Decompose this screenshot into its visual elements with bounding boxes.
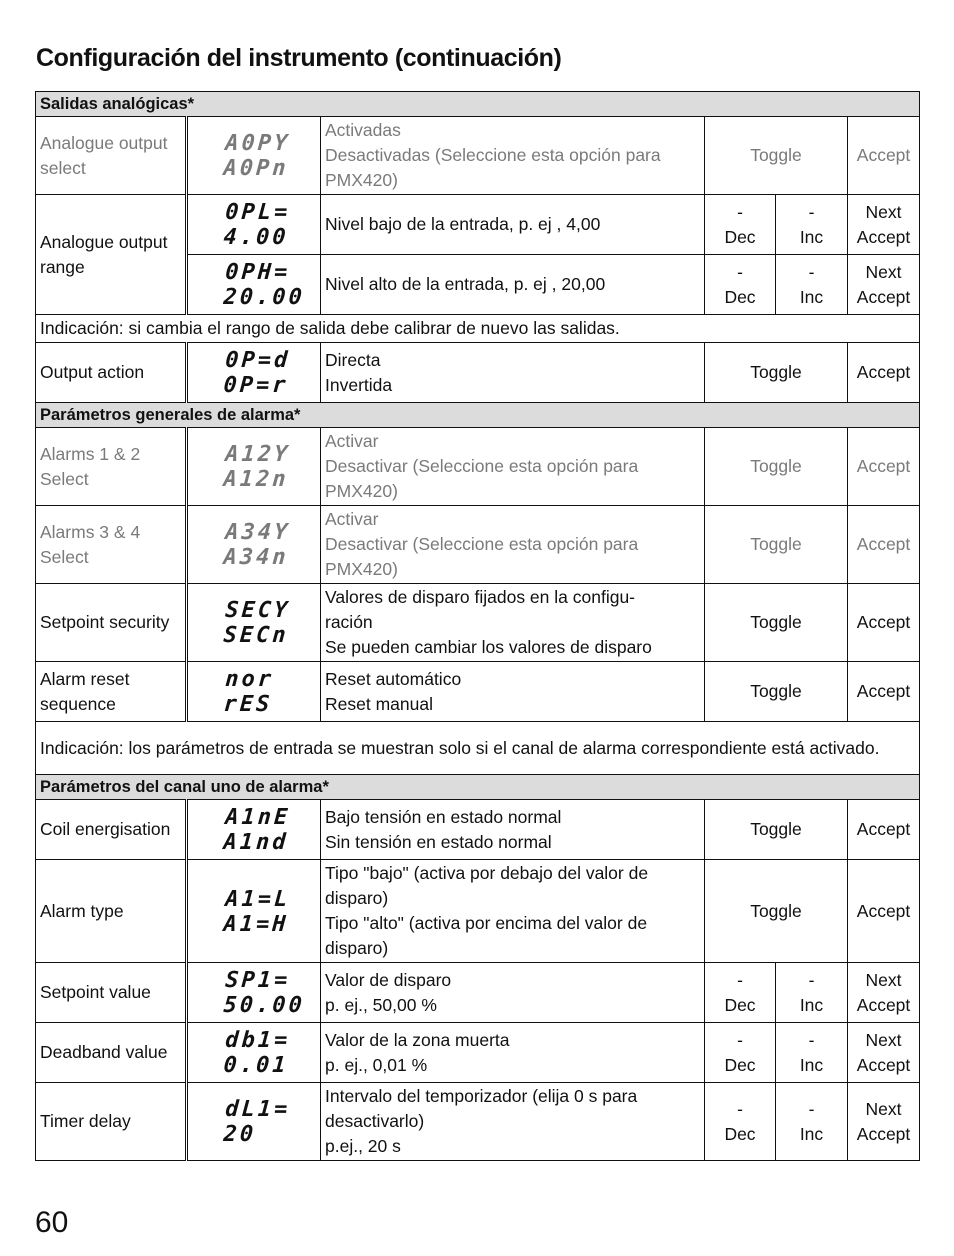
param-description: Reset automático Reset manual <box>321 662 705 722</box>
param-label: Setpoint security <box>36 584 187 662</box>
accept-button[interactable]: Accept <box>848 584 920 662</box>
table-row <box>36 506 920 584</box>
toggle-button[interactable]: Toggle <box>705 117 848 195</box>
note-row: Indicación: si cambia el rango de salida debe calibrar de nuevo las salidas. <box>36 315 920 343</box>
param-label: Analogue output range <box>36 195 187 315</box>
configuration-table <box>35 91 920 1161</box>
toggle-button[interactable]: Toggle <box>705 584 848 662</box>
param-label: Analogue output select <box>36 117 187 195</box>
table-row <box>36 195 920 255</box>
lcd-display: 0P=d 0P=r <box>184 343 322 403</box>
table-row <box>36 428 920 506</box>
table-row <box>36 860 920 963</box>
param-description: Bajo tensión en estado normal Sin tensión en estado normal <box>321 800 705 860</box>
accept-button[interactable]: Accept <box>848 506 920 584</box>
toggle-button[interactable]: Toggle <box>705 860 848 963</box>
lcd-display: A34Y A34n <box>184 506 323 584</box>
param-label: Output action <box>36 343 187 403</box>
table-row <box>36 1083 920 1161</box>
param-description: Activar Desactivar (Seleccione esta opción para PMX420) <box>321 428 705 506</box>
next-accept-button[interactable]: Next Accept <box>848 1083 920 1161</box>
lcd-display: A12Y A12n <box>184 428 323 506</box>
section-header-analog: Salidas analógicas* <box>36 92 920 117</box>
section-header-alarm-general: Parámetros generales de alarma* <box>36 403 920 428</box>
table-row <box>36 343 920 403</box>
table-row <box>36 662 920 722</box>
param-description: Activadas Desactivadas (Seleccione esta opción para PMX420) <box>321 117 705 195</box>
param-description: Intervalo del temporizador (elija 0 s para desactivarlo) p.ej., 20 s <box>321 1083 705 1161</box>
inc-button[interactable]: - Inc <box>776 963 848 1023</box>
lcd-display: db1= 0.01 <box>184 1023 322 1083</box>
toggle-button[interactable]: Toggle <box>705 428 848 506</box>
section-header-alarm-one: Parámetros del canal uno de alarma* <box>36 775 920 800</box>
table-row <box>36 117 920 195</box>
param-description: Activar Desactivar (Seleccione esta opción para PMX420) <box>321 506 705 584</box>
inc-button[interactable]: - Inc <box>776 195 848 255</box>
lcd-display: A1=L A1=H <box>183 860 324 963</box>
note-row: Indicación: los parámetros de entrada se muestran solo si el canal de alarma correspondiente está activado. <box>36 722 920 775</box>
lcd-display: SP1= 50.00 <box>184 963 322 1023</box>
param-label: Coil energisation <box>36 800 187 860</box>
lcd-display: 0PH= 20.00 <box>184 255 322 315</box>
param-description: Valores de disparo fijados en la configu- ración Se pueden cambiar los valores de disparo <box>321 584 705 662</box>
toggle-button[interactable]: Toggle <box>705 343 848 403</box>
lcd-display: 0PL= 4.00 <box>184 195 322 255</box>
accept-button[interactable]: Accept <box>848 343 920 403</box>
lcd-display: A1nE A1nd <box>184 800 322 860</box>
lcd-display: nor rES <box>184 662 322 722</box>
param-label: Alarm type <box>36 860 187 963</box>
inc-button[interactable]: - Inc <box>776 1023 848 1083</box>
param-label: Alarms 1 & 2 Select <box>36 428 187 506</box>
accept-button[interactable]: Accept <box>848 860 920 963</box>
lcd-display: dL1= 20 <box>184 1083 323 1161</box>
table-row <box>36 584 920 662</box>
param-description: Nivel bajo de la entrada, p. ej , 4,00 <box>321 195 705 255</box>
param-description: Valor de la zona muerta p. ej., 0,01 % <box>321 1023 705 1083</box>
accept-button[interactable]: Accept <box>848 428 920 506</box>
toggle-button[interactable]: Toggle <box>705 662 848 722</box>
lcd-display: A0PY A0Pn <box>184 117 323 195</box>
next-accept-button[interactable]: Next Accept <box>848 195 920 255</box>
param-label: Deadband value <box>36 1023 187 1083</box>
param-label: Setpoint value <box>36 963 187 1023</box>
dec-button[interactable]: - Dec <box>705 195 776 255</box>
param-label: Timer delay <box>36 1083 187 1161</box>
next-accept-button[interactable]: Next Accept <box>848 963 920 1023</box>
page-number: 60 <box>35 1206 69 1239</box>
param-label: Alarm reset sequence <box>36 662 187 722</box>
accept-button[interactable]: Accept <box>848 662 920 722</box>
next-accept-button[interactable]: Next Accept <box>848 255 920 315</box>
dec-button[interactable]: - Dec <box>705 963 776 1023</box>
table-row <box>36 1023 920 1083</box>
dec-button[interactable]: - Dec <box>705 255 776 315</box>
next-accept-button[interactable]: Next Accept <box>848 1023 920 1083</box>
inc-button[interactable]: - Inc <box>776 1083 848 1161</box>
param-description: Tipo "bajo" (activa por debajo del valor de disparo) Tipo "alto" (activa por encima del valor de disparo) <box>321 860 705 963</box>
accept-button[interactable]: Accept <box>848 800 920 860</box>
table-row <box>36 800 920 860</box>
lcd-display: SECY SECn <box>184 584 323 662</box>
inc-button[interactable]: - Inc <box>776 255 848 315</box>
param-description: Valor de disparo p. ej., 50,00 % <box>321 963 705 1023</box>
param-label: Alarms 3 & 4 Select <box>36 506 187 584</box>
toggle-button[interactable]: Toggle <box>705 506 848 584</box>
dec-button[interactable]: - Dec <box>705 1083 776 1161</box>
page-title: Configuración del instrumento (continuación) <box>36 44 562 72</box>
param-description: Directa Invertida <box>321 343 705 403</box>
toggle-button[interactable]: Toggle <box>705 800 848 860</box>
table-row <box>36 963 920 1023</box>
param-description: Nivel alto de la entrada, p. ej , 20,00 <box>321 255 705 315</box>
accept-button[interactable]: Accept <box>848 117 920 195</box>
dec-button[interactable]: - Dec <box>705 1023 776 1083</box>
